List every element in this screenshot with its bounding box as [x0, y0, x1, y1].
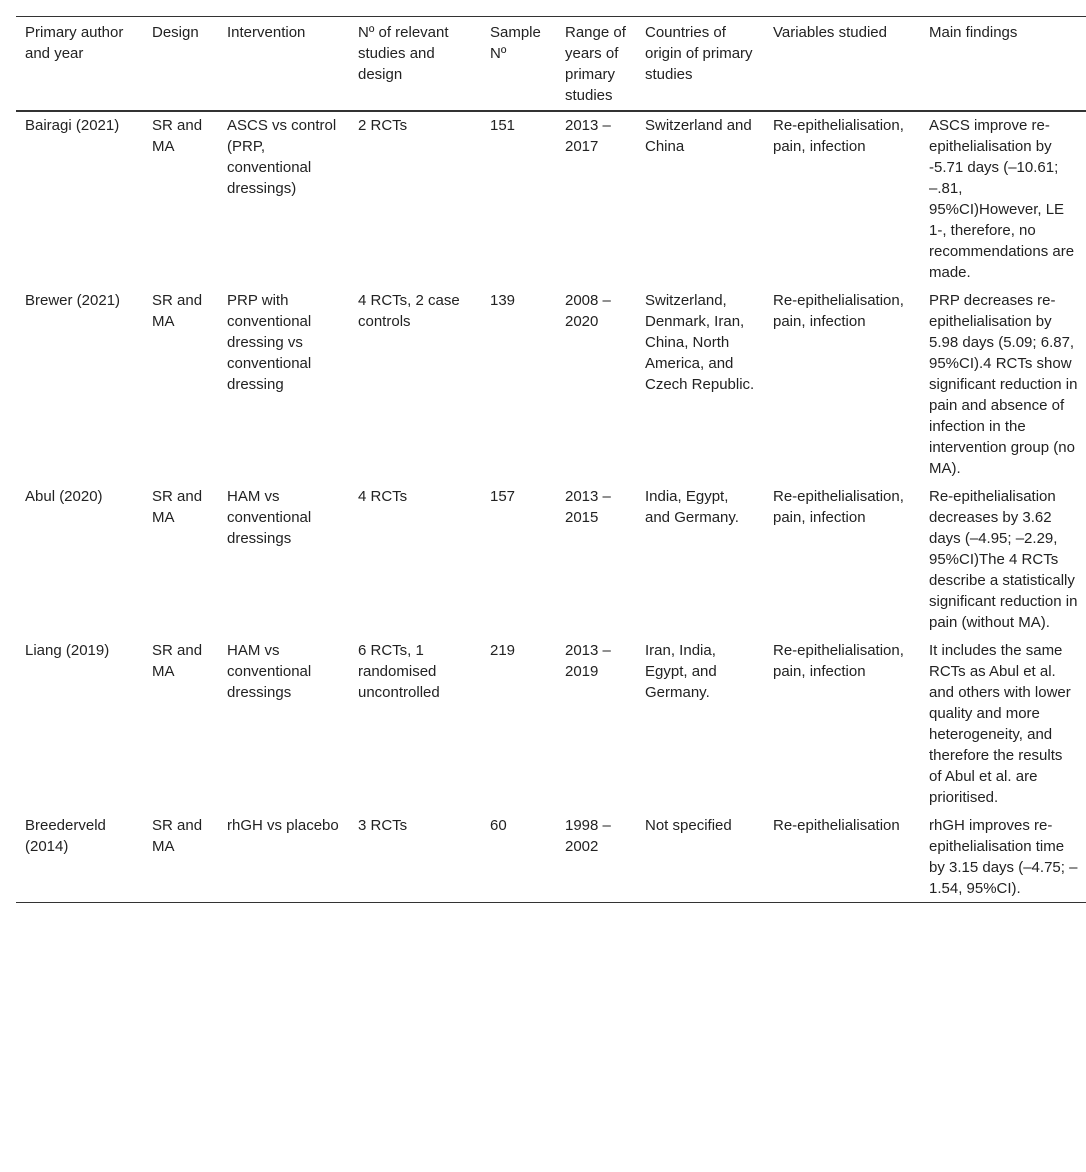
cell-countries: India, Egypt, and Germany.: [645, 488, 739, 526]
cell-intervention: HAM vs conventional dressings: [227, 488, 312, 547]
cell-countries: Iran, India, Egypt, and Germany.: [645, 642, 717, 701]
table-row: [16, 636, 1086, 811]
cell-intervention: rhGH vs placebo: [227, 817, 339, 834]
cell-sample: 151: [490, 117, 516, 134]
cell-design: SR and MA: [152, 817, 203, 855]
cell-year-range: 2013 – 2015: [565, 488, 611, 526]
cell-variables: Re-epithelialisation, pain, infection: [773, 292, 904, 330]
table-row: [16, 111, 1086, 286]
cell-findings: It includes the same RCTs as Abul et al. and others with lower quality and more heterogeneity, and therefore the results of Abul et al. are prioritised.: [929, 642, 1071, 806]
cell-studies: 4 RCTs, 2 case controls: [358, 292, 460, 330]
cell-studies: 3 RCTs: [358, 817, 408, 834]
cell-sample: 60: [490, 817, 507, 834]
header-studies: Nº of relevant studies and design: [358, 24, 449, 83]
header-findings: Main findings: [929, 24, 1018, 41]
cell-findings: Re-epithelialisation decreases by 3.62 days (–4.95; –2.29, 95%CI)The 4 RCTs describe a statistically significant reduction in pain (without MA).: [929, 488, 1078, 631]
cell-studies: 6 RCTs, 1 randomised uncontrolled: [358, 642, 440, 701]
cell-author: Liang (2019): [25, 642, 110, 659]
table-header-row: [16, 17, 1086, 112]
cell-studies: 2 RCTs: [358, 117, 408, 134]
cell-year-range: 2008 – 2020: [565, 292, 611, 330]
cell-design: SR and MA: [152, 117, 203, 155]
cell-design: SR and MA: [152, 642, 203, 680]
cell-findings: rhGH improves re-epithelialisation time by 3.15 days (–4.75; –1.54, 95%CI).: [929, 817, 1078, 897]
cell-design: SR and MA: [152, 292, 203, 330]
header-design: Design: [152, 24, 199, 41]
header-variables: Variables studied: [773, 24, 887, 41]
cell-author: Breederveld (2014): [25, 817, 106, 855]
cell-variables: Re-epithelialisation, pain, infection: [773, 642, 904, 680]
header-author: Primary author and year: [25, 24, 124, 62]
cell-sample: 157: [490, 488, 516, 505]
cell-countries: Not specified: [645, 817, 732, 834]
header-year-range: Range of years of primary studies: [565, 24, 626, 104]
cell-findings: ASCS improve re-epithelialisation by -5.71 days (–10.61; –.81, 95%CI)However, LE 1-, therefore, no recommendations are made.: [929, 117, 1075, 281]
studies-table: [16, 16, 1086, 903]
cell-variables: Re-epithelialisation: [773, 817, 900, 834]
cell-intervention: PRP with conventional dressing vs conventional dressing: [227, 292, 312, 393]
cell-variables: Re-epithelialisation, pain, infection: [773, 117, 904, 155]
cell-countries: Switzerland and China: [645, 117, 752, 155]
table-row: [16, 811, 1086, 903]
header-intervention: Intervention: [227, 24, 306, 41]
cell-year-range: 2013 – 2017: [565, 117, 611, 155]
table-row: [16, 286, 1086, 482]
cell-year-range: 2013 – 2019: [565, 642, 611, 680]
cell-sample: 219: [490, 642, 516, 659]
cell-author: Abul (2020): [25, 488, 103, 505]
header-countries: Countries of origin of primary studies: [645, 24, 753, 83]
cell-variables: Re-epithelialisation, pain, infection: [773, 488, 904, 526]
cell-sample: 139: [490, 292, 516, 309]
cell-studies: 4 RCTs: [358, 488, 408, 505]
cell-findings: PRP decreases re-epithelialisation by 5.98 days (5.09; 6.87, 95%CI).4 RCTs show significant reduction in pain and absence of infection in the intervention group (no MA).: [929, 292, 1078, 477]
cell-intervention: HAM vs conventional dressings: [227, 642, 312, 701]
cell-year-range: 1998 – 2002: [565, 817, 611, 855]
cell-intervention: ASCS vs control (PRP, conventional dressings): [227, 117, 337, 197]
table-row: [16, 482, 1086, 636]
cell-countries: Switzerland, Denmark, Iran, China, North America, and Czech Republic.: [645, 292, 755, 393]
cell-design: SR and MA: [152, 488, 203, 526]
cell-author: Bairagi (2021): [25, 117, 120, 134]
cell-author: Brewer (2021): [25, 292, 121, 309]
header-sample: Sample Nº: [490, 24, 541, 62]
